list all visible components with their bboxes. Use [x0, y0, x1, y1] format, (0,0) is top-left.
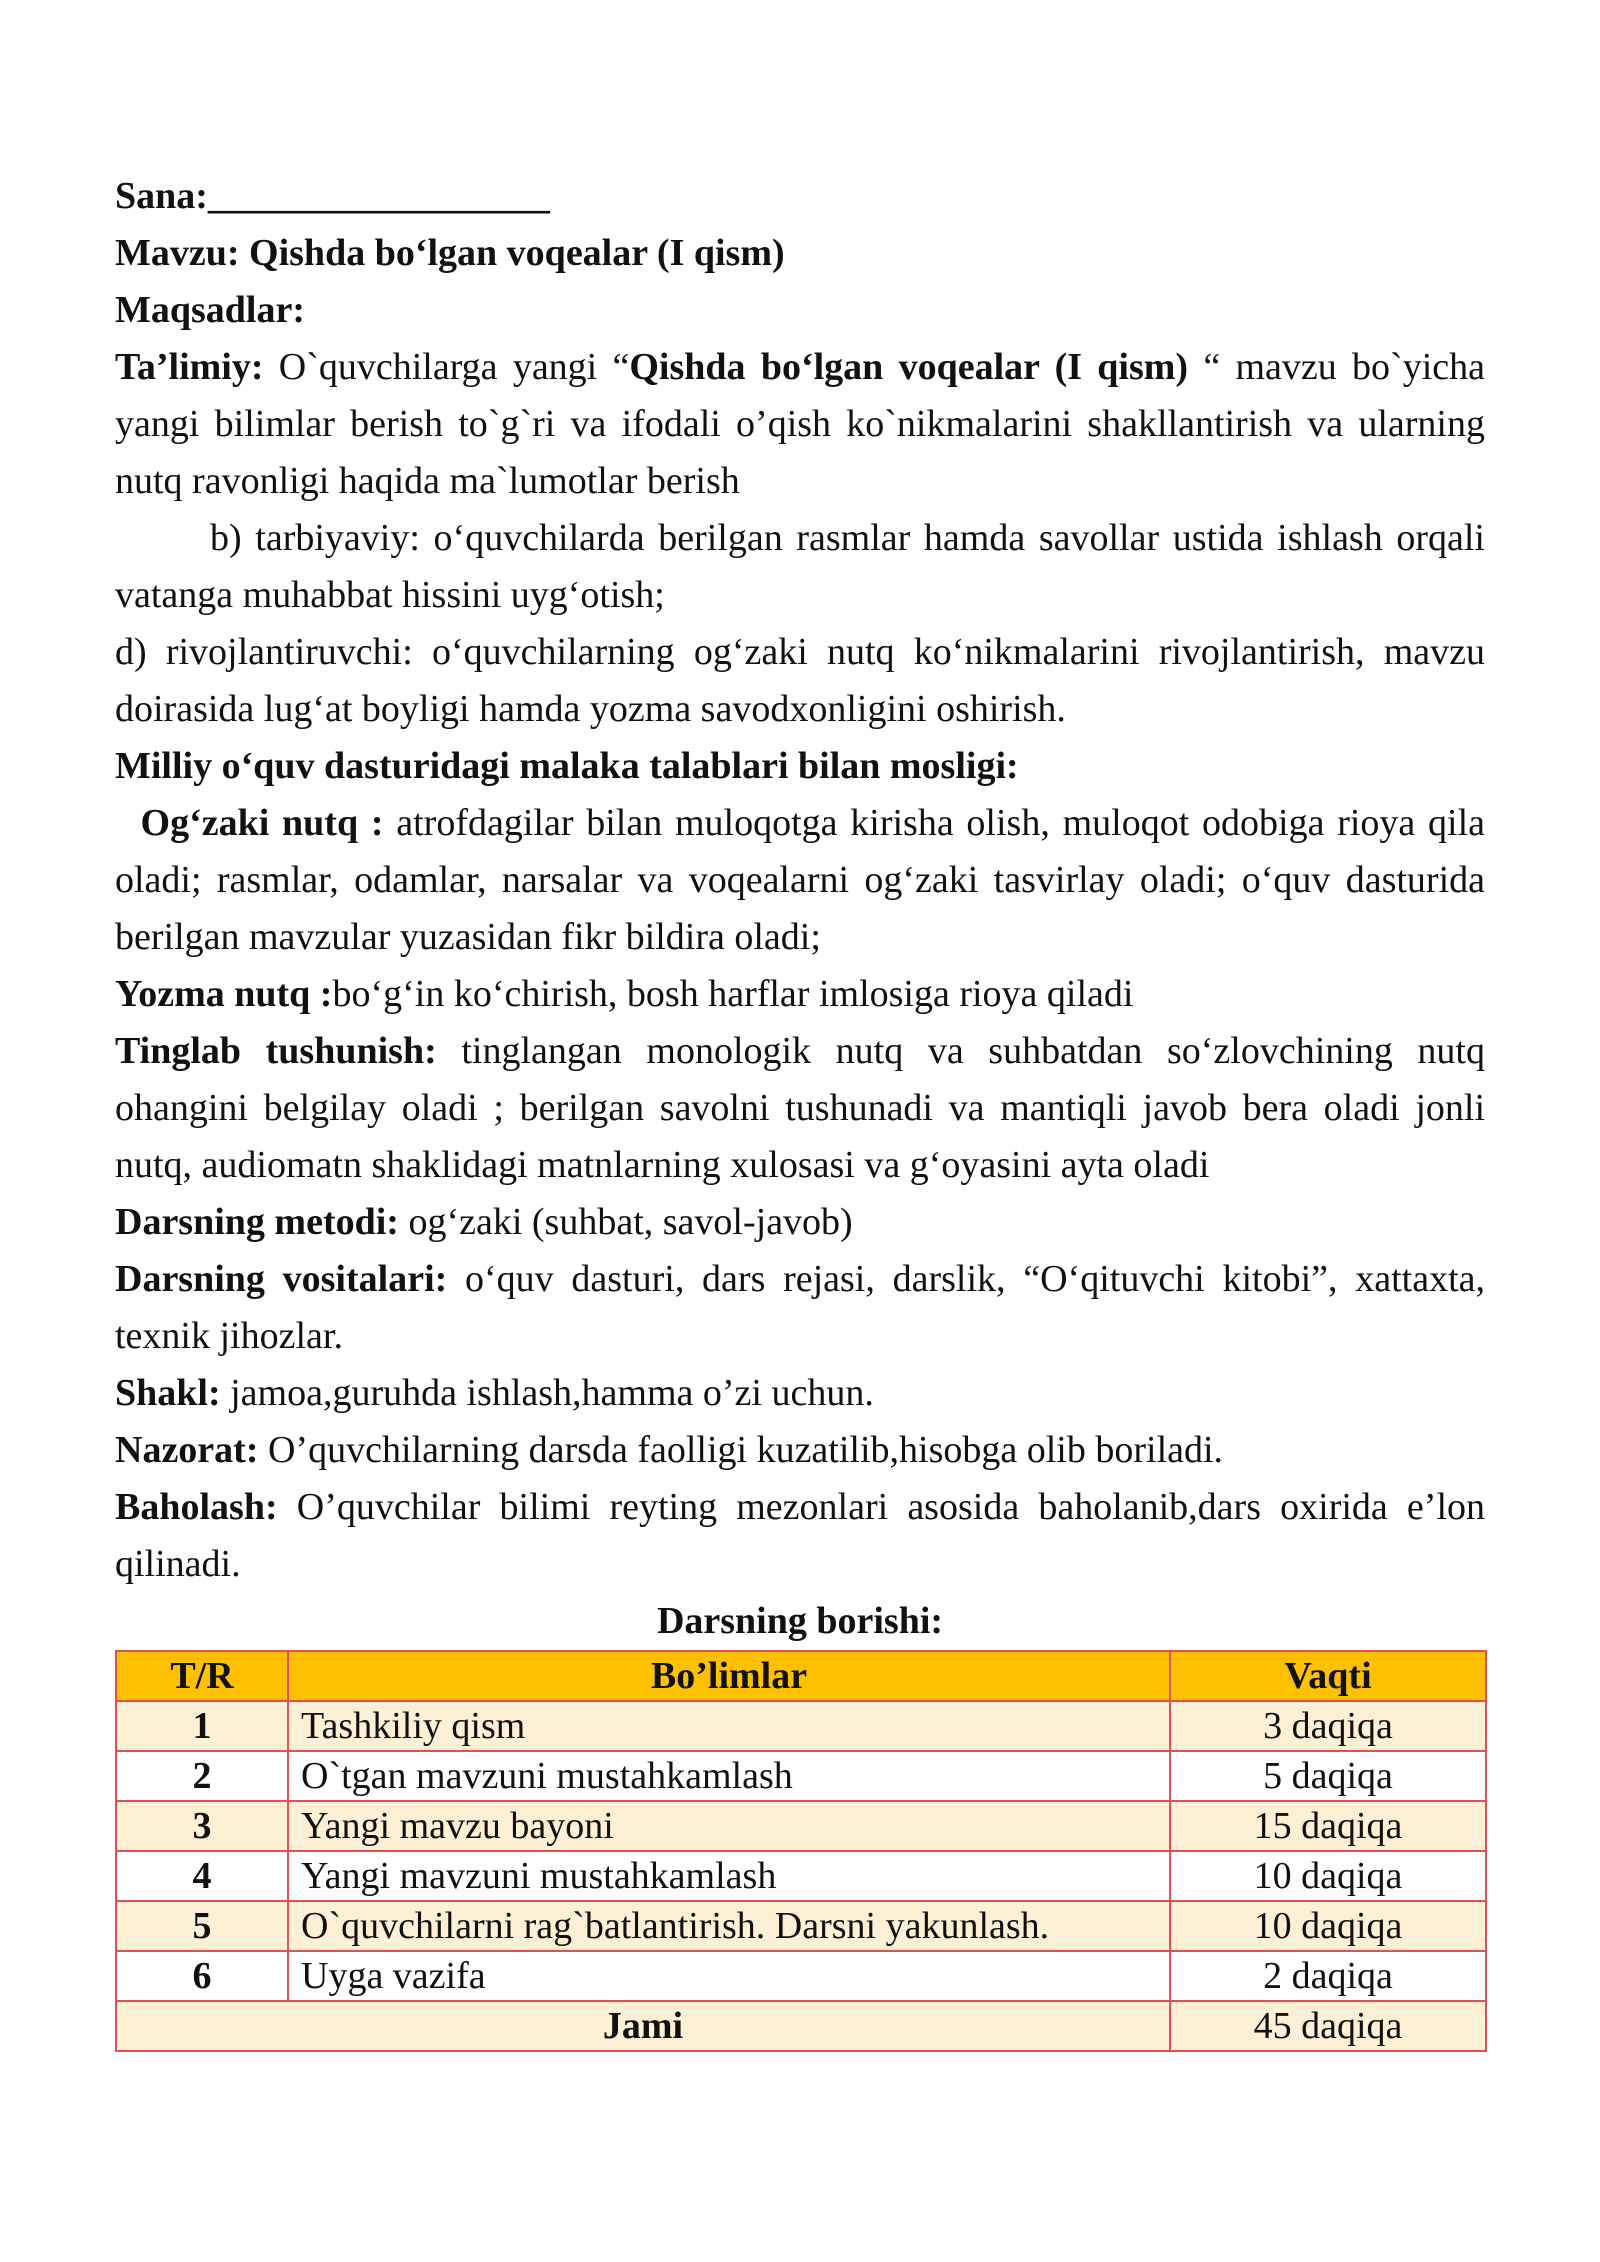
oral-speech: Og‘zaki nutq : atrofdagilar bilan muloqotga kirisha olish, muloqot odobiga rioya qila oladi; rasmlar, odamlar, narsalar va voqealarni og‘zaki tasvirlay oladi; o‘quv dasturida berilgan mavzular yuzasidan fikr bildira oladi; [115, 802, 1485, 958]
lesson-plan [115, 168, 1485, 2052]
table-row: 5 O`quvchilarni rag`batlantirish. Darsni yakunlash. 10 daqiqa [116, 1901, 1486, 1951]
total-label: Jami [116, 2001, 1170, 2051]
total-time: 45 daqiqa [1170, 2001, 1486, 2051]
table-total-row [116, 2001, 1486, 2051]
col-header-number: T/R [116, 1651, 288, 1701]
table-row: 1 Tashkiliy qism 3 daqiqa [116, 1701, 1486, 1751]
lesson-method: Darsning metodi: og‘zaki (suhbat, savol-javob) [115, 1201, 853, 1243]
upbringing-goal: b) tarbiyaviy: o‘quvchilarda berilgan rasmlar hamda savollar ustida ishlash orqali vatanga muhabbat hissini uyg‘otish; [115, 517, 1485, 616]
table-row: 2 O`tgan mavzuni mustahkamlash 5 daqiqa [116, 1751, 1486, 1801]
written-speech-label: Yozma nutq : [115, 973, 333, 1015]
assessment: Baholash: O’quvchilar bilimi reyting mezonlari asosida baholanib,dars oxirida e’lon qilinadi. [115, 1486, 1485, 1585]
lesson-tools: Darsning vositalari: o‘quv dasturi, dars rejasi, darslik, “O‘qituvchi kitobi”, xattaxta, texnik jihozlar. [115, 1258, 1486, 1357]
developmental-goal: d) rivojlantiruvchi: o‘quvchilarning og‘zaki nutq ko‘nikmalarini rivojlantirish, mavzu doirasida lug‘at boyligi hamda yozma savodxonligini oshirish. [115, 631, 1485, 730]
table-row: 6 Uyga vazifa 2 daqiqa [116, 1951, 1486, 2001]
educational-topic: Qishda bo‘lgan voqealar (I qism) [629, 346, 1189, 388]
col-header-time: Vaqti [1170, 1651, 1486, 1701]
lesson-form: Shakl: jamoa,guruhda ishlash,hamma o’zi uchun. [115, 1372, 874, 1414]
col-header-sections: Bo’limlar [288, 1651, 1170, 1701]
table-row: 4 Yangi mavzuni mustahkamlash 10 daqiqa [116, 1851, 1486, 1901]
date-line [115, 168, 1485, 225]
written-speech: Yozma nutq :bo‘g‘in ko‘chirish, bosh harflar imlosiga rioya qiladi [115, 973, 1134, 1015]
method-label: Darsning metodi: [115, 1201, 399, 1243]
control: Nazorat: O’quvchilarning darsda faolligi kuzatilib,hisobga olib boriladi. [115, 1429, 1224, 1471]
table-header-row [116, 1651, 1486, 1701]
topic-line [115, 225, 1485, 282]
educational-label: Ta’limiy: [115, 346, 264, 388]
lesson-flow-table [115, 1650, 1487, 2052]
tools-label: Darsning vositalari: [115, 1258, 448, 1300]
educational-goal: Ta’limiy: O`quvchilarga yangi “Qishda bo‘lgan voqealar (I qism) “ mavzu bo`yicha yangi bilimlar berish to`g`ri va ifodali o’qish ko`nikmalarini shakllantirish va ularning nutq ravonligi haqida ma`lumotlar berish [115, 346, 1485, 502]
assessment-label: Baholash: [115, 1486, 278, 1528]
control-label: Nazorat: [115, 1429, 259, 1471]
oral-speech-label: Og‘zaki nutq : [140, 802, 384, 844]
standards-heading: Milliy o‘quv dasturidagi malaka talablari bilan mosligi: [115, 745, 1019, 787]
topic-label: Mavzu: [115, 232, 240, 274]
lesson-flow-heading: Darsning borishi: [656, 1600, 944, 1642]
listening: Tinglab tushunish: tinglangan monologik nutq va suhbatdan so‘zlovchining nutq ohangini belgilay oladi ; berilgan savolni tushunadi va mantiqli javob bera oladi jonli nutq, audiomatn shaklidagi matnlarning xulosasi va g‘oyasini ayta oladi [115, 1030, 1485, 1186]
form-label: Shakl: [115, 1372, 221, 1414]
table-row: 3 Yangi mavzu bayoni 15 daqiqa [116, 1801, 1486, 1851]
goals-heading: Maqsadlar: [115, 289, 305, 331]
topic-text: Qishda bo‘lgan voqealar (I qism) [249, 232, 785, 274]
listening-label: Tinglab tushunish: [115, 1030, 437, 1072]
date-blank: __________________ [207, 175, 550, 217]
date-label: Sana: [115, 175, 208, 217]
